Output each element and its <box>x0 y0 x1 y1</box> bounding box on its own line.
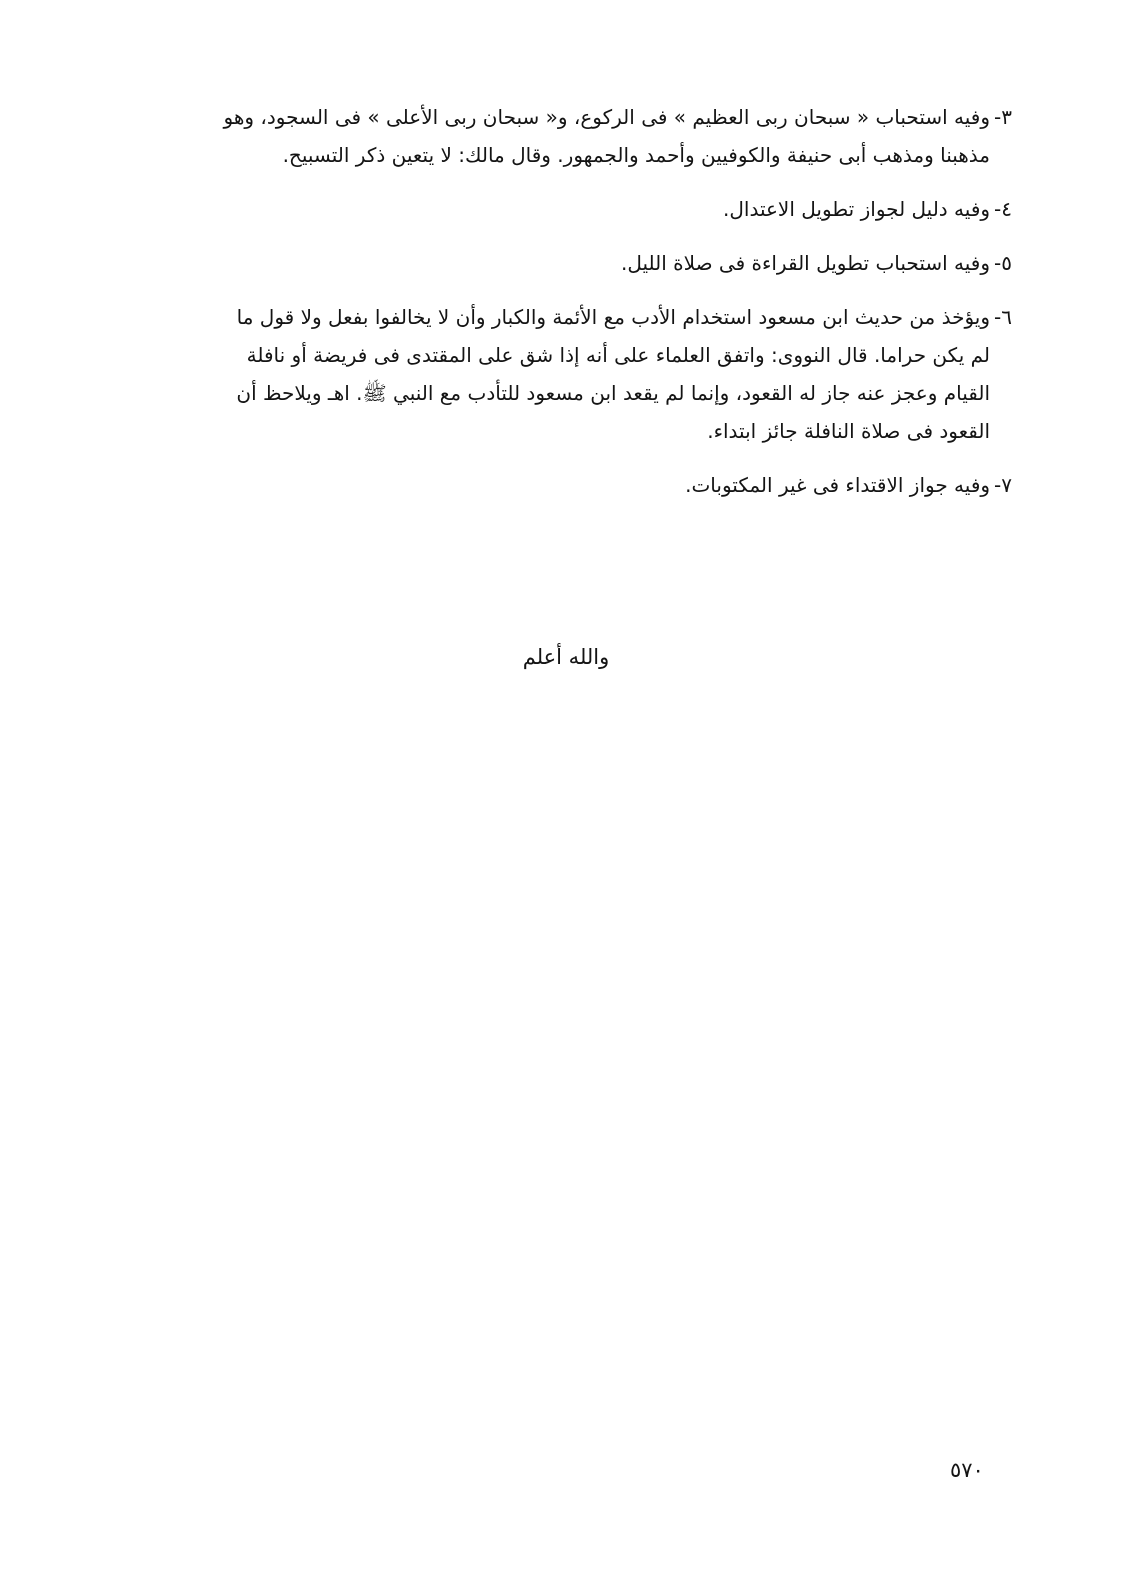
item-text <box>132 190 990 228</box>
item-text <box>132 244 990 282</box>
text-line: وفيه دليل لجواز تطويل الاعتدال. <box>723 197 991 221</box>
closing-phrase: والله أعلم <box>522 645 610 669</box>
text-line: مذهبنا ومذهب أبى حنيفة والكوفيين وأحمد والجمهور. وقال مالك: لا يتعين ذكر التسبيح. <box>282 143 991 167</box>
page-number: ٥٧٠ <box>950 1458 984 1482</box>
item-number: ٥- <box>994 251 1012 275</box>
numbered-notes-list <box>132 98 1012 504</box>
text-line: القعود فى صلاة النافلة جائز ابتداء. <box>707 419 991 443</box>
list-item <box>132 466 1012 504</box>
item-number: ٧- <box>994 473 1012 497</box>
item-text <box>132 298 990 450</box>
text-line: وفيه استحباب تطويل القراءة فى صلاة الليل. <box>620 251 991 275</box>
item-number: ٣- <box>994 105 1012 129</box>
list-item <box>132 244 1012 282</box>
item-text <box>132 98 990 174</box>
list-item <box>132 298 1012 450</box>
item-text <box>132 466 990 504</box>
text-line: وفيه استحباب « سبحان ربى العظيم » فى الركوع، و« سبحان ربى الأعلى » فى السجود، وهو <box>223 105 991 129</box>
text-line: القيام وعجز عنه جاز له القعود، وإنما لم يقعد ابن مسعود للتأدب مع النبي ﷺ. اهـ ويلاحظ أن <box>236 381 991 405</box>
item-number: ٦- <box>994 305 1012 329</box>
text-line: وفيه جواز الاقتداء فى غير المكتوبات. <box>685 473 991 497</box>
text-line: ويؤخذ من حديث ابن مسعود استخدام الأدب مع الأئمة والكبار وأن لا يخالفوا بفعل ولا قول ما <box>236 305 991 329</box>
list-item <box>132 190 1012 228</box>
list-item <box>132 98 1012 174</box>
text-line: لم يكن حراما. قال النووى: واتفق العلماء على أنه إذا شق على المقتدى فى فريضة أو نافلة <box>246 343 991 367</box>
item-number: ٤- <box>994 197 1012 221</box>
